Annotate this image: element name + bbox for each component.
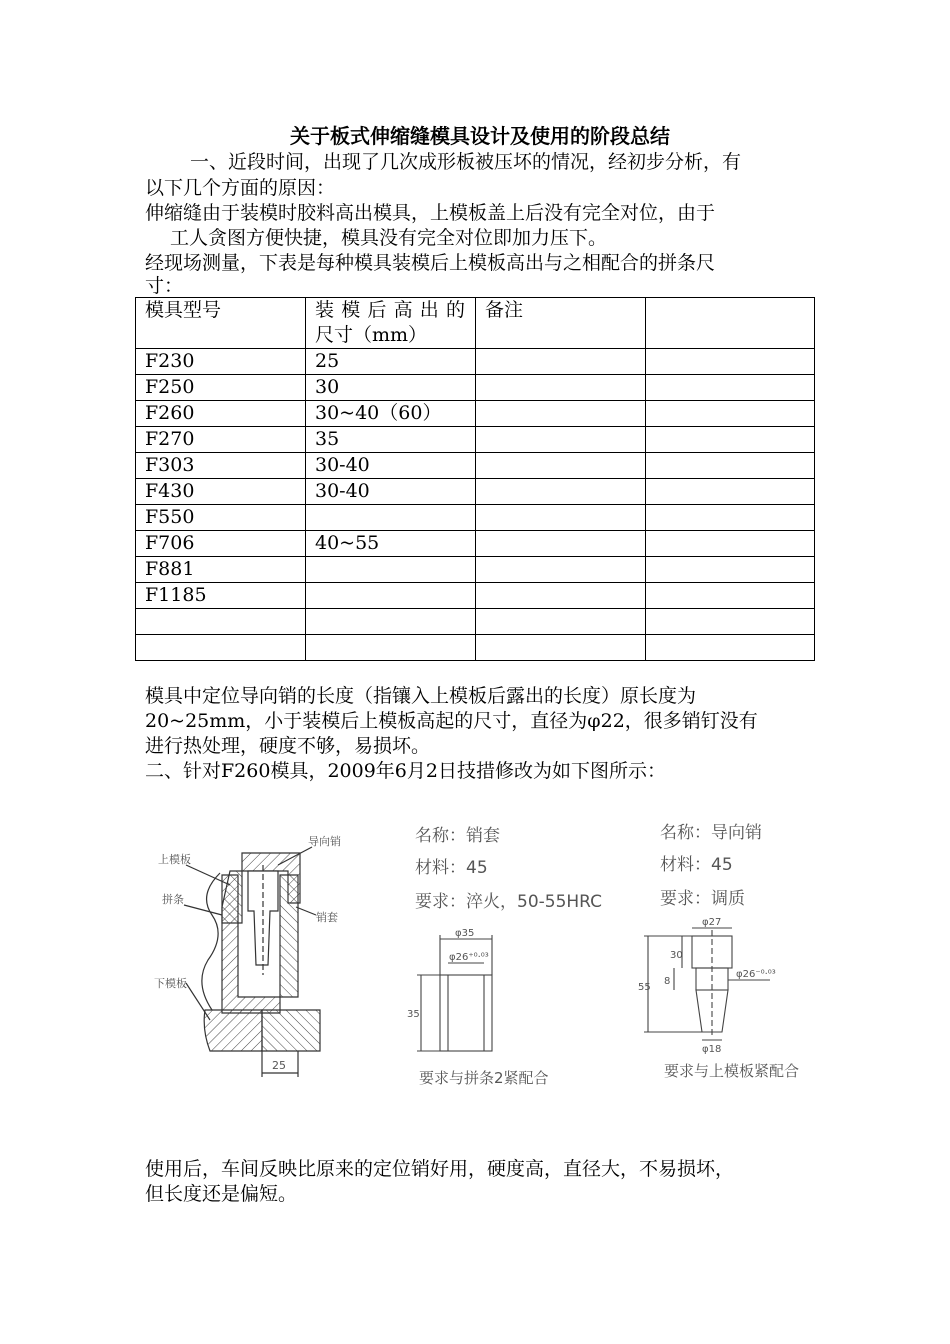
conclusion-line2: 但长度还是偏短。: [145, 1183, 298, 1205]
label-sleeve: 销套: [316, 911, 338, 924]
cell-height: 40~55: [306, 531, 476, 557]
section2-heading: 二、针对F260模具，2009年6月2日技措修改为如下图所示：: [145, 760, 666, 782]
cell-extra: [646, 427, 815, 453]
sleeve-body-shape: [280, 875, 298, 997]
cell-remark: [476, 583, 646, 609]
cell-height: [306, 505, 476, 531]
cell-extra: [646, 609, 815, 635]
lower-plate-right: [262, 1010, 320, 1051]
cell-height: 30-40: [306, 453, 476, 479]
cell-remark: [476, 349, 646, 375]
pin-material: 材料：45: [660, 855, 733, 875]
sleeve-drawing: [405, 815, 605, 1095]
cell-extra: [646, 349, 815, 375]
cell-remark: [476, 609, 646, 635]
section1-line2: 以下几个方面的原因：: [145, 177, 336, 199]
cell-height: 30: [306, 375, 476, 401]
cell-model: F303: [136, 453, 306, 479]
measure-line1: 经现场测量，下表是每种模具装模后上模板高出与之相配合的拼条尺: [145, 252, 716, 274]
measure-line2: 寸：: [145, 275, 184, 297]
table-row: [136, 349, 815, 375]
pin-dim-body: φ26⁻⁰·⁰³: [736, 969, 776, 980]
pin-note-line3: 进行热处理，硬度不够，易损坏。: [145, 735, 431, 757]
cell-height: [306, 635, 476, 661]
section1-line1: 一、近段时间，出现了几次成形板被压坏的情况，经初步分析，有: [190, 151, 742, 173]
pin-fit-note: 要求与上模板紧配合: [664, 1062, 800, 1080]
cell-height: 30-40: [306, 479, 476, 505]
sleeve-dim-inner: φ26⁺⁰·⁰³: [449, 952, 489, 963]
cell-extra: [646, 375, 815, 401]
cell-height: 35: [306, 427, 476, 453]
cell-model: F1185: [136, 583, 306, 609]
pin-name: 名称：导向销: [660, 823, 762, 843]
cell-height: 30~40（60）: [306, 401, 476, 427]
header-remark: 备注: [476, 298, 646, 349]
pin-requirement: 要求：调质: [660, 889, 745, 909]
cause1-line1: 伸缩缝由于装模时胶料高出模具，上模板盖上后没有完全对位，由于: [145, 202, 716, 224]
table-row: [136, 427, 815, 453]
cell-model: F260: [136, 401, 306, 427]
label-lower-plate: 下模板: [154, 977, 187, 990]
assembly-drawing: [150, 815, 360, 1085]
cell-height: 25: [306, 349, 476, 375]
pin-dim-b: 30: [670, 950, 683, 961]
table-row: [136, 531, 815, 557]
cell-remark: [476, 505, 646, 531]
sleeve-material: 材料：45: [415, 858, 488, 878]
lower-plate-shape: [204, 1010, 262, 1051]
pin-dim-tip: φ18: [702, 1044, 722, 1055]
cell-extra: [646, 505, 815, 531]
cell-model: F550: [136, 505, 306, 531]
table-row: [136, 609, 815, 635]
leader-sleeve: [296, 907, 316, 915]
cell-height: [306, 557, 476, 583]
cell-extra: [646, 557, 815, 583]
sleeve-requirement: 要求：淬火，50-55HRC: [415, 892, 603, 912]
table-row: [136, 375, 815, 401]
dim-text-25: 25: [272, 1059, 286, 1072]
header-height-line1: 装模后高出的: [315, 299, 465, 321]
cell-remark: [476, 375, 646, 401]
table-row: [136, 453, 815, 479]
cell-model: F270: [136, 427, 306, 453]
pin-note-line2: 20~25mm，小于装模后上模板高起的尺寸，直径为φ22，很多销钉没有: [145, 710, 758, 732]
label-strip: 拼条: [162, 893, 184, 906]
leader-strip: [184, 905, 222, 915]
cell-model: F881: [136, 557, 306, 583]
header-height-line2: 尺寸（mm）: [315, 324, 428, 346]
cell-remark: [476, 427, 646, 453]
cell-model: F250: [136, 375, 306, 401]
label-upper-plate: 上模板: [158, 853, 191, 866]
cell-remark: [476, 453, 646, 479]
cause1-line2: 工人贪图方便快捷，模具没有完全对位即加力压下。: [170, 227, 608, 249]
header-height: [306, 298, 476, 349]
document-title: 关于板式伸缩缝模具设计及使用的阶段总结: [290, 124, 670, 148]
header-extra: [646, 298, 815, 349]
cell-model: F706: [136, 531, 306, 557]
conclusion-line1: 使用后，车间反映比原来的定位销好用，硬度高，直径大，不易损坏，: [145, 1158, 735, 1180]
cell-extra: [646, 635, 815, 661]
cell-height: [306, 609, 476, 635]
table-row: [136, 635, 815, 661]
cell-remark: [476, 531, 646, 557]
table-row: [136, 557, 815, 583]
cell-remark: [476, 479, 646, 505]
table-row: [136, 401, 815, 427]
break-line: [202, 873, 220, 1010]
pin-note-line1: 模具中定位导向销的长度（指镶入上模板后露出的长度）原长度为: [145, 685, 697, 707]
mold-height-table: [135, 297, 815, 661]
sleeve-fit-note: 要求与拼条2紧配合: [419, 1069, 549, 1087]
pin-drawing: [640, 812, 820, 1092]
pin-dim-a: 8: [664, 976, 671, 987]
cell-extra: [646, 583, 815, 609]
pin-dim-head: φ27: [702, 917, 722, 928]
label-guide-pin: 导向销: [308, 835, 341, 848]
sleeve-name: 名称：销套: [415, 826, 500, 846]
cell-model: F430: [136, 479, 306, 505]
cell-remark: [476, 557, 646, 583]
pin-dim-total: 55: [638, 982, 651, 993]
table-row: [136, 583, 815, 609]
table-row: [136, 479, 815, 505]
header-model: 模具型号: [136, 298, 306, 349]
sleeve-dim-outer: φ35: [455, 928, 475, 939]
leader-lower: [186, 983, 210, 1020]
cell-extra: [646, 479, 815, 505]
cell-model: [136, 635, 306, 661]
cell-model: [136, 609, 306, 635]
cell-extra: [646, 401, 815, 427]
table-header-row: [136, 298, 815, 349]
cell-height: [306, 583, 476, 609]
cell-remark: [476, 635, 646, 661]
cell-remark: [476, 401, 646, 427]
table-row: [136, 505, 815, 531]
sleeve-dim-height: 35: [407, 1009, 420, 1020]
cell-extra: [646, 453, 815, 479]
cell-model: F230: [136, 349, 306, 375]
cell-extra: [646, 531, 815, 557]
